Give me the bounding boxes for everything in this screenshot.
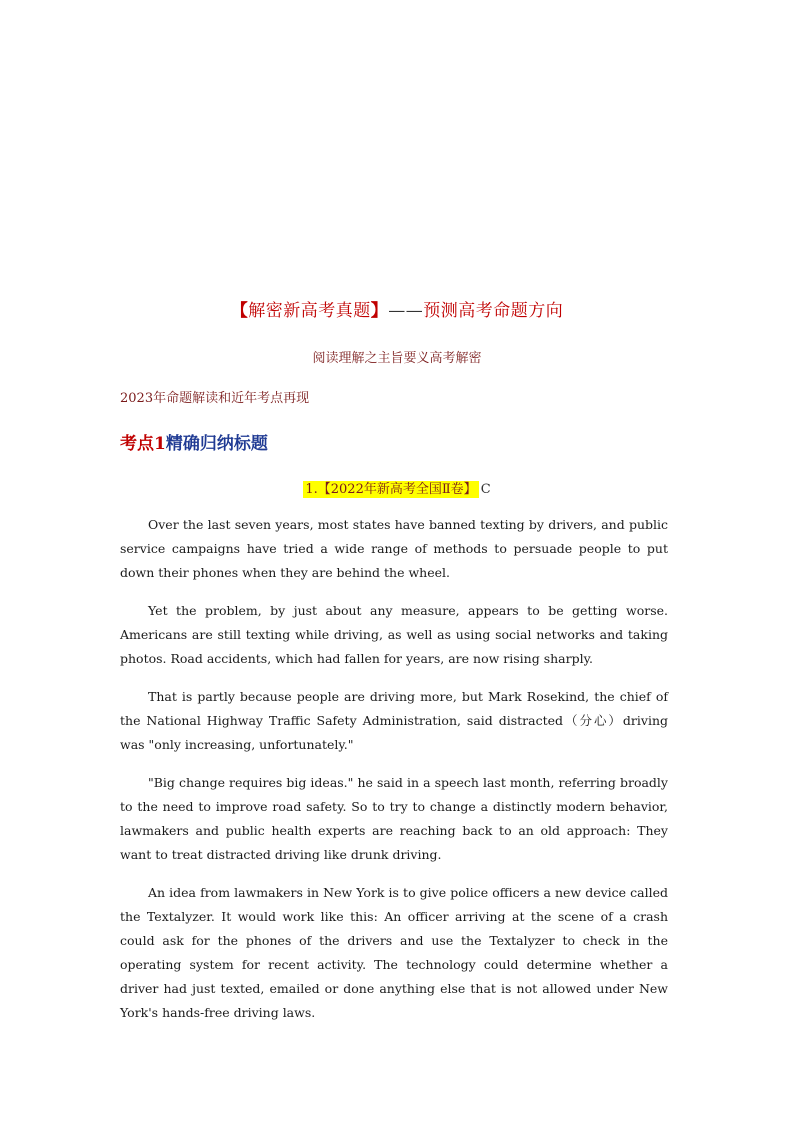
topic-heading — [120, 429, 268, 454]
question-source: 1.【2022年新高考全国Ⅱ卷】 — [305, 482, 477, 497]
passage-paragraph: Over the last seven years, most states have banned texting by drivers, and public service campaigns have tried a wide range of methods to persuade people to put down their phones when they are behind the wheel. — [120, 517, 668, 580]
question-heading — [0, 478, 794, 497]
title-bracket-close: 】 — [370, 301, 389, 321]
title-dash: —— — [388, 301, 424, 321]
passage-paragraph: Yet the problem, by just about any measure, appears to be getting worse. Americans are still texting while driving, as well as using social networks and taking photos. Road accidents, which had fallen for years, are now rising sharply. — [120, 603, 668, 666]
topic-title: 精确归纳标题 — [165, 434, 268, 454]
passage-paragraph: That is partly because people are driving more, but Mark Rosekind, the chief of the National Highway Traffic Safety Administration, said distracted（分心）driving was "only increasing, unfortunately." — [120, 689, 668, 752]
page-title — [0, 296, 794, 321]
passage-paragraph: "Big change requires big ideas." he said in a speech last month, referring broadly to the need to improve road safety. So to try to change a distinctly modern behavior, lawmakers and public health experts are reaching back to an old approach: They want to treat distracted driving like drunk driving. — [120, 775, 668, 862]
question-answer: C — [480, 482, 491, 497]
passage — [120, 513, 668, 1039]
section-heading: 2023年命题解读和近年考点再现 — [120, 391, 310, 406]
title-rest: 预测高考命题方向 — [423, 301, 564, 321]
title-main: 解密新高考真题 — [248, 301, 371, 321]
title-bracket-open: 【 — [230, 301, 249, 321]
page-subtitle: 阅读理解之主旨要义高考解密 — [312, 351, 482, 366]
passage-paragraph: An idea from lawmakers in New York is to give police officers a new device called the Textalyzer. It would work like this: An officer arriving at the scene of a crash could ask for the phones of the drivers and use the Textalyzer to check in the operating system for recent activity. The technology could determine whether a driver had just texted, emailed or done anything else that is not allowed under New York's hands-free driving laws. — [120, 885, 668, 1020]
topic-label: 考点1 — [120, 434, 166, 454]
